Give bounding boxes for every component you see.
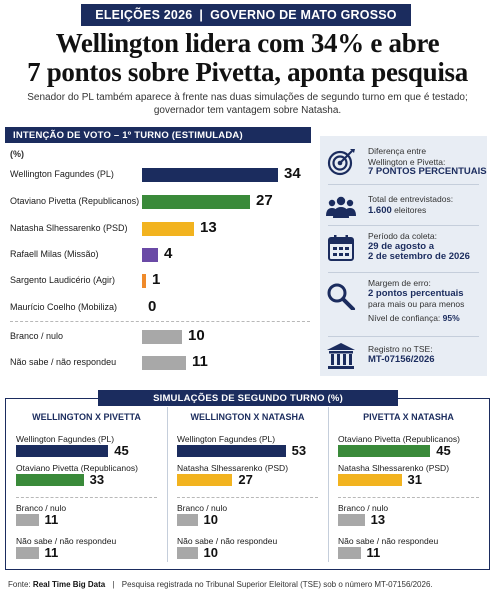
sidebar-period-label: Período da coleta:	[368, 231, 437, 241]
first-round-unit: (%)	[10, 149, 24, 159]
subheadline-line-1: Senador do PL também aparece à frente nas duas simulações de segundo turno em que é testado;	[27, 92, 468, 103]
target-icon	[326, 148, 356, 176]
second-round-column-separator	[167, 407, 168, 562]
kicker-separator: |	[199, 8, 204, 22]
second-round-label: Não sabe / não respondeu	[338, 536, 439, 546]
second-round-bar	[16, 445, 108, 457]
first-round-value: 4	[164, 245, 173, 262]
second-round-label: Não sabe / não respondeu	[16, 536, 117, 546]
sidebar-tse-value: MT-07156/2026	[368, 353, 435, 365]
second-round-bar	[16, 514, 39, 526]
second-round-column	[167, 399, 328, 569]
second-round-value: 33	[89, 472, 105, 487]
sidebar-sample-suffix: eleitores	[394, 204, 427, 215]
footer-note: Pesquisa registrada no Tribunal Superior Eleitoral (TSE) sob o número MT-07156/2026.	[121, 580, 433, 589]
poll-info-box	[320, 136, 487, 376]
second-round-value: 45	[436, 443, 451, 458]
sidebar-period	[320, 229, 487, 275]
second-round-box	[5, 398, 490, 570]
sidebar-period-start: 29 de agosto a	[368, 240, 434, 252]
second-round-label: Branco / nulo	[16, 503, 67, 513]
kicker-left: ELEIÇÕES 2026	[95, 8, 193, 22]
second-round-label: Otaviano Pivetta (Republicanos)	[338, 434, 460, 444]
sidebar-confidence-label: Nível de confiança:	[368, 312, 441, 323]
second-round-value: 10	[203, 512, 218, 527]
first-round-bar	[142, 274, 146, 288]
first-round-row	[10, 166, 310, 184]
first-round-bar	[142, 356, 186, 370]
second-round-divider	[16, 497, 157, 498]
second-round-label: Wellington Fagundes (PL)	[16, 434, 115, 444]
subheadline	[10, 92, 485, 117]
second-round-bar	[177, 514, 198, 526]
second-round-title: PIVETTA X NATASHA	[363, 412, 454, 422]
second-round-value: 27	[238, 472, 253, 487]
first-round-candidate-label: Otaviano Pivetta (Republicanos)	[10, 196, 140, 206]
headline	[0, 29, 495, 87]
first-round-row	[10, 299, 310, 317]
headline-line-1: Wellington lidera com 34% e abre	[55, 28, 440, 58]
first-round-value: 0	[148, 298, 157, 315]
first-round-row	[10, 193, 310, 211]
footer	[8, 580, 433, 589]
second-round-bar	[177, 547, 198, 559]
sidebar-margin-note: para mais ou para menos	[368, 299, 465, 309]
second-round-label: Branco / nulo	[338, 503, 389, 513]
sidebar-divider	[328, 272, 479, 273]
second-round-label: Wellington Fagundes (PL)	[177, 434, 276, 444]
second-round-bar	[338, 547, 361, 559]
second-round-bar	[16, 547, 39, 559]
second-round-value: 10	[203, 545, 218, 560]
first-round-bar	[142, 330, 182, 344]
first-round-row	[10, 220, 310, 238]
calendar-icon	[326, 234, 356, 262]
first-round-row	[10, 246, 310, 264]
second-round-title: WELLINGTON X PIVETTA	[32, 412, 141, 422]
first-round-bar	[142, 195, 250, 209]
footer-source: Real Time Big Data	[32, 580, 106, 589]
first-round-value: 11	[192, 353, 208, 370]
second-round-divider	[177, 497, 318, 498]
first-round-bar	[142, 168, 278, 182]
first-round-value: 13	[200, 219, 217, 236]
first-round-value: 1	[152, 271, 161, 288]
footer-source-label: Fonte:	[8, 580, 31, 589]
second-round-header: SIMULAÇÕES DE SEGUNDO TURNO (%)	[98, 390, 398, 406]
sidebar-divider	[328, 184, 479, 185]
sidebar-margin-label: Margem de erro:	[368, 278, 431, 288]
courthouse-icon	[326, 342, 356, 370]
second-round-value: 31	[407, 472, 423, 487]
first-round-row	[10, 328, 310, 346]
kicker-banner	[81, 4, 411, 26]
second-round-column	[328, 399, 489, 569]
second-round-value: 13	[370, 512, 386, 527]
first-round-header: INTENÇÃO DE VOTO – 1º TURNO (ESTIMULADA)	[5, 127, 311, 143]
sidebar-period-end: 2 de setembro de 2026	[368, 251, 470, 262]
sidebar-divider	[328, 225, 479, 226]
headline-line-2: 7 pontos sobre Pivetta, aponta pesquisa	[27, 57, 468, 87]
second-round-bar	[16, 474, 84, 486]
subheadline-line-2: governador tem vantagem sobre Natasha.	[153, 104, 342, 116]
first-round-row	[10, 272, 310, 290]
first-round-row	[10, 354, 310, 372]
second-round-value: 45	[114, 443, 129, 458]
second-round-divider	[338, 497, 479, 498]
sidebar-difference-line2: Wellington e Pivetta:	[368, 156, 446, 167]
sidebar-divider	[328, 336, 479, 337]
sidebar-margin-value: 2 pontos percentuais	[368, 287, 464, 299]
first-round-candidate-label: Rafaell Milas (Missão)	[10, 249, 99, 259]
first-round-candidate-label: Não sabe / não respondeu	[10, 357, 117, 367]
second-round-value: 11	[44, 545, 59, 560]
second-round-value: 11	[366, 545, 381, 560]
first-round-candidate-label: Maurício Coelho (Mobiliza)	[10, 302, 118, 312]
second-round-bar	[338, 474, 402, 486]
first-round-candidate-label: Branco / nulo	[10, 331, 64, 341]
second-round-bar	[338, 445, 430, 457]
first-round-bar	[142, 248, 158, 262]
second-round-label: Natasha Slhessarenko (PSD)	[338, 463, 450, 473]
second-round-column	[6, 399, 167, 569]
second-round-value: 53	[291, 443, 307, 458]
first-round-bar	[142, 222, 194, 236]
sidebar-sample	[320, 190, 487, 228]
first-round-value: 10	[188, 327, 205, 344]
second-round-label: Natasha Slhessarenko (PSD)	[177, 463, 289, 473]
people-icon	[326, 194, 356, 222]
first-round-candidate-label: Wellington Fagundes (PL)	[10, 169, 114, 179]
first-round-value: 34	[284, 165, 301, 182]
footer-separator: |	[112, 580, 115, 589]
first-round-candidate-label: Sargento Laudicério (Agir)	[10, 275, 116, 285]
second-round-title: WELLINGTON X NATASHA	[190, 412, 305, 422]
sidebar-confidence-value: 95%	[442, 312, 460, 323]
second-round-bar	[338, 514, 365, 526]
magnifier-icon	[326, 282, 356, 310]
second-round-bar	[177, 474, 232, 486]
first-round-candidate-label: Natasha Slhessarenko (PSD)	[10, 223, 128, 233]
second-round-label: Não sabe / não respondeu	[177, 536, 278, 546]
first-round-divider	[10, 321, 310, 322]
kicker-right: GOVERNO DE MATO GROSSO	[210, 8, 397, 22]
sidebar-sample-label: Total de entrevistados:	[368, 194, 454, 204]
sidebar-tse-label: Registro no TSE:	[368, 344, 433, 354]
sidebar-sample-value: 1.600	[368, 204, 392, 216]
second-round-column-separator	[328, 407, 329, 562]
sidebar-difference-value: 7 PONTOS PERCENTUAIS	[368, 166, 487, 177]
second-round-label: Otaviano Pivetta (Republicanos)	[16, 463, 138, 473]
second-round-label: Branco / nulo	[177, 503, 228, 513]
first-round-value: 27	[256, 192, 273, 209]
sidebar-tse	[320, 340, 487, 374]
second-round-bar	[177, 445, 286, 457]
second-round-value: 11	[44, 512, 59, 527]
sidebar-margin	[320, 276, 487, 334]
sidebar-difference-line1: Diferença entre	[368, 146, 427, 156]
